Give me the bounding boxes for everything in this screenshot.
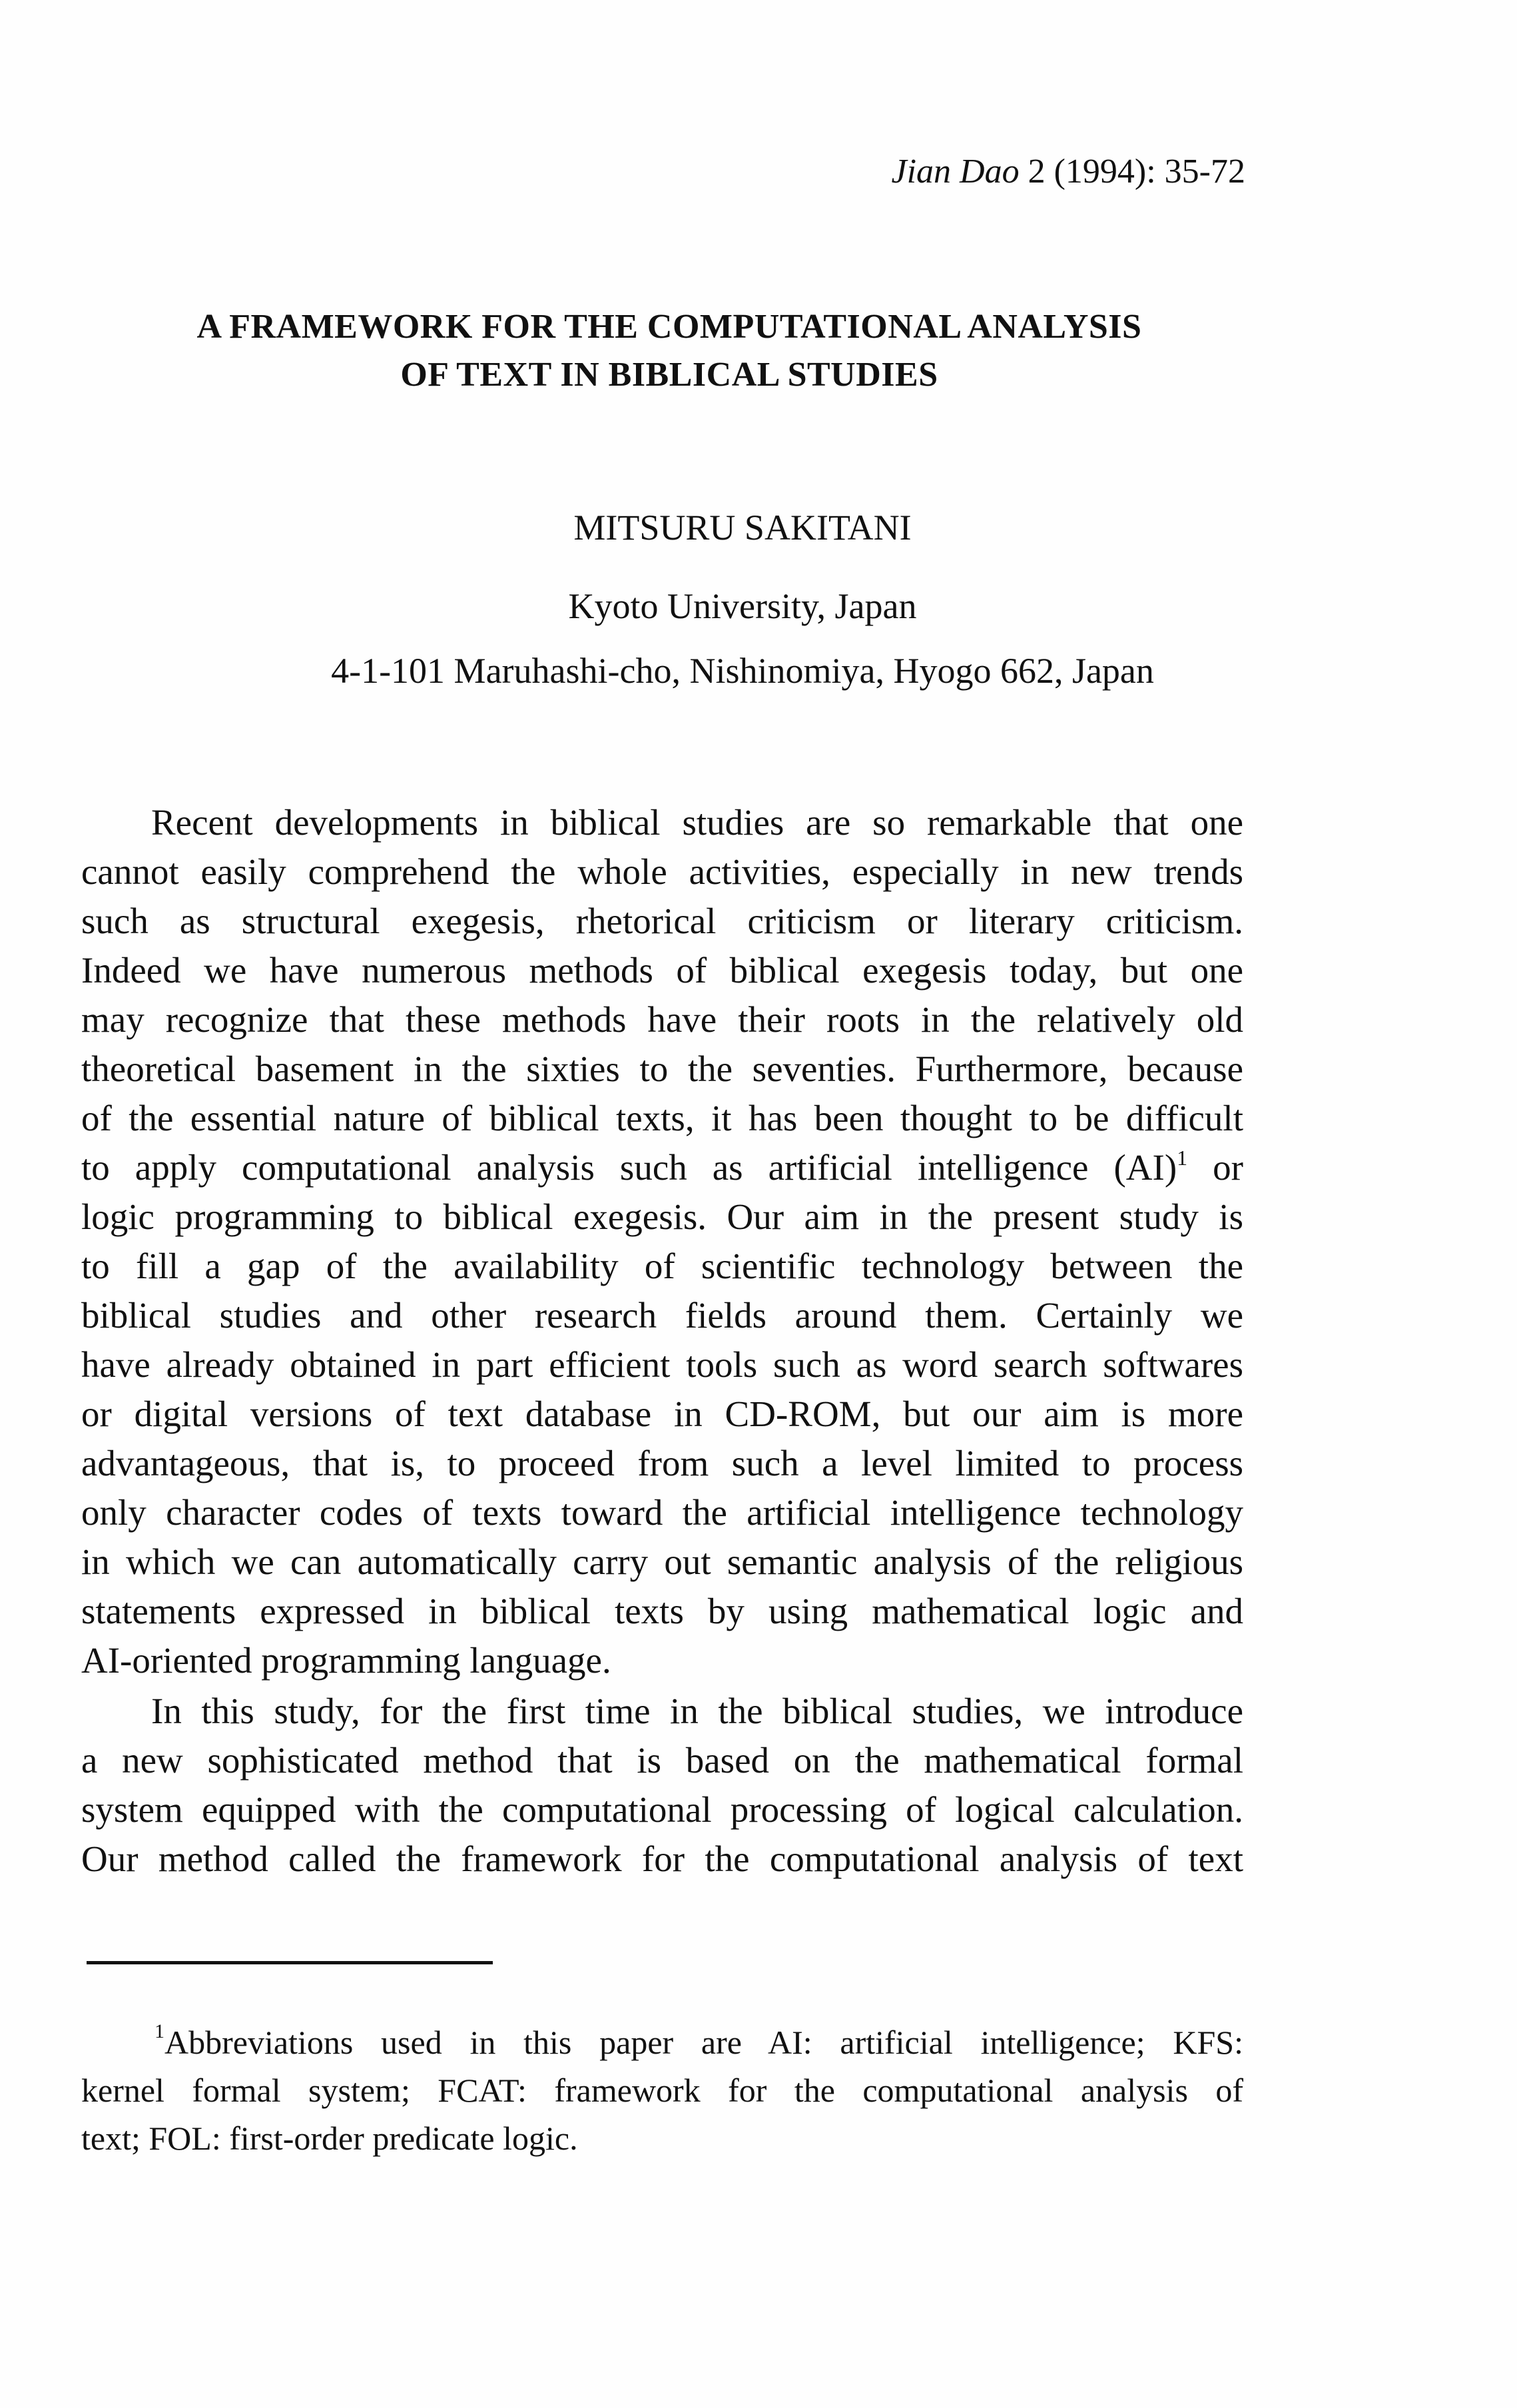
footnote-text: Abbreviations used in this paper are AI: artificial intelligence; KFS:	[164, 2024, 1243, 2061]
text-line: In this study, for the first time in the biblical studies, we introduce	[151, 1691, 1243, 1731]
text-line: logic programming to biblical exegesis. Our aim in the present study is	[81, 1196, 1243, 1237]
author-name: MITSURU SAKITANI	[573, 508, 912, 548]
footnote-line	[81, 2018, 1243, 2066]
text-line: only character codes of texts toward the artificial intelligence technology	[81, 1492, 1243, 1533]
footnote-line: kernel formal system; FCAT: framework for the computational analysis of	[81, 2072, 1243, 2109]
text-line: Our method called the framework for the computational analysis of text	[81, 1838, 1243, 1879]
text-segment: or	[1187, 1147, 1243, 1188]
author-affiliation: Kyoto University, Japan	[568, 586, 917, 626]
text-line: statements expressed in biblical texts by using mathematical logic and	[81, 1591, 1243, 1631]
journal-citation: 2 (1994): 35-72	[1019, 153, 1245, 191]
text-line-with-footnote	[81, 1143, 1243, 1192]
text-line: have already obtained in part efficient tools such as word search softwares	[81, 1344, 1243, 1385]
footnote-line: text; FOL: first-order predicate logic.	[81, 2120, 578, 2157]
running-head	[892, 152, 1246, 192]
text-line: cannot easily comprehend the whole activities, especially in new trends	[81, 851, 1243, 892]
text-line: advantageous, that is, to proceed from such a level limited to process	[81, 1443, 1243, 1483]
paragraph-2	[81, 1687, 1243, 1884]
footnote-divider	[87, 1961, 493, 1964]
text-line: of the essential nature of biblical texts, it has been thought to be difficult	[81, 1098, 1243, 1138]
text-line: a new sophisticated method that is based on the mathematical formal	[81, 1740, 1243, 1781]
article-title	[80, 303, 1259, 399]
title-line: A FRAMEWORK FOR THE COMPUTATIONAL ANALYSIS	[196, 308, 1142, 346]
footnote-marker: 1	[154, 2020, 164, 2042]
author-address: 4-1-101 Maruhashi-cho, Nishinomiya, Hyogo 662, Japan	[331, 651, 1154, 691]
text-line: or digital versions of text database in CD-ROM, but our aim is more	[81, 1394, 1243, 1434]
title-line: OF TEXT IN BIBLICAL STUDIES	[400, 356, 938, 394]
text-segment: to apply computational analysis such as artificial intelligence (AI)	[81, 1147, 1177, 1188]
text-line: system equipped with the computational processing of logical calculation.	[81, 1789, 1243, 1830]
text-line: to fill a gap of the availability of scientific technology between the	[81, 1246, 1243, 1286]
text-line: Recent developments in biblical studies are so remarkable that one	[151, 802, 1243, 843]
paragraph-1	[81, 798, 1243, 1685]
text-line: such as structural exegesis, rhetorical criticism or literary criticism.	[81, 901, 1243, 941]
footnote-1	[81, 2018, 1243, 2162]
text-line: AI-oriented programming language.	[81, 1640, 611, 1681]
text-line: Indeed we have numerous methods of biblical exegesis today, but one	[81, 950, 1243, 991]
text-line: biblical studies and other research fields around them. Certainly we	[81, 1295, 1243, 1336]
journal-name: Jian Dao	[891, 153, 1020, 191]
footnote-reference[interactable]: 1	[1177, 1146, 1188, 1170]
text-line: may recognize that these methods have their roots in the relatively old	[81, 999, 1243, 1040]
text-line: in which we can automatically carry out semantic analysis of the religious	[81, 1541, 1243, 1582]
text-line: theoretical basement in the sixties to the seventies. Furthermore, because	[81, 1048, 1243, 1089]
